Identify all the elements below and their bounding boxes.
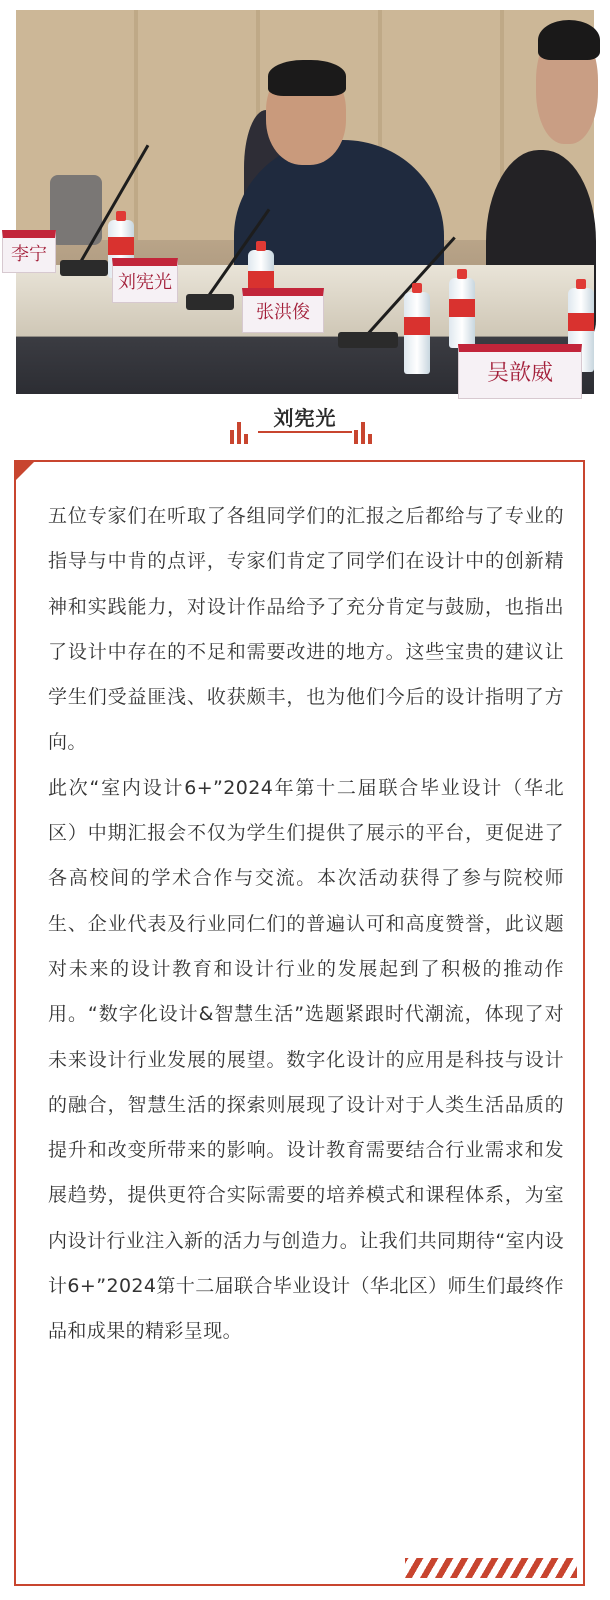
water-bottle [404, 292, 430, 374]
microphone-1-base [60, 260, 108, 276]
caption-underline [258, 431, 352, 433]
paragraph-1: 五位专家们在听取了各组同学们的汇报之后都给与了专业的指导与中肯的点评，专家们肯定了同学们在设计中的创新精神和实践能力，对设计作品给予了充分肯定与鼓励，也指出了设计中存在的不足和需要改进的地方。这些宝贵的建议让学生们受益匪浅、收获颇丰，也为他们今后的设计指明了方向。 [48, 505, 564, 754]
caption-name: 刘宪光 [273, 406, 337, 430]
article-body [48, 494, 564, 1355]
frame-corner-decoration [16, 462, 34, 480]
meeting-photo [11, 10, 594, 394]
microphone-2-base [186, 294, 234, 310]
paragraph-2: 此次“室内设计6+”2024年第十二届联合毕业设计（华北区）中期汇报会不仅为学生们提供了展示的平台，更促进了各高校间的学术合作与交流。本次活动获得了参与院校师生、企业代表及行业同仁们的普遍认可和高度赞誉，此议题对未来的设计教育和设计行业的发展起到了积极的推动作用。“数字化设计&智慧生活”选题紧跟时代潮流，体现了对未来设计行业发展的展望。数字化设计的应用是科技与设计的融合，智慧生活的探索则展现了设计对于人类生活品质的提升和改变所带来的影响。设计教育需要结合行业需求和发展趋势，提供更符合实际需要的培养模式和课程体系，为室内设计行业注入新的活力与创造力。让我们共同期待“室内设计6+”2024第十二届联合毕业设计（华北区）师生们最终作品和成果的精彩呈现。 [48, 776, 564, 1343]
frame-stripes-decoration [405, 1558, 577, 1578]
name-card-2: 刘宪光 [112, 258, 178, 303]
name-card-4: 吴歆威 [458, 344, 582, 399]
photo-speaker-hair [268, 60, 346, 96]
photo-caption [0, 398, 610, 458]
photo-right-hair [538, 20, 600, 60]
water-bottle [449, 278, 475, 348]
name-card-1: 李宁 [2, 230, 56, 273]
microphone-3-base [338, 332, 398, 348]
name-card-3: 张洪俊 [242, 288, 324, 333]
caption-bars-right-icon [354, 422, 372, 444]
